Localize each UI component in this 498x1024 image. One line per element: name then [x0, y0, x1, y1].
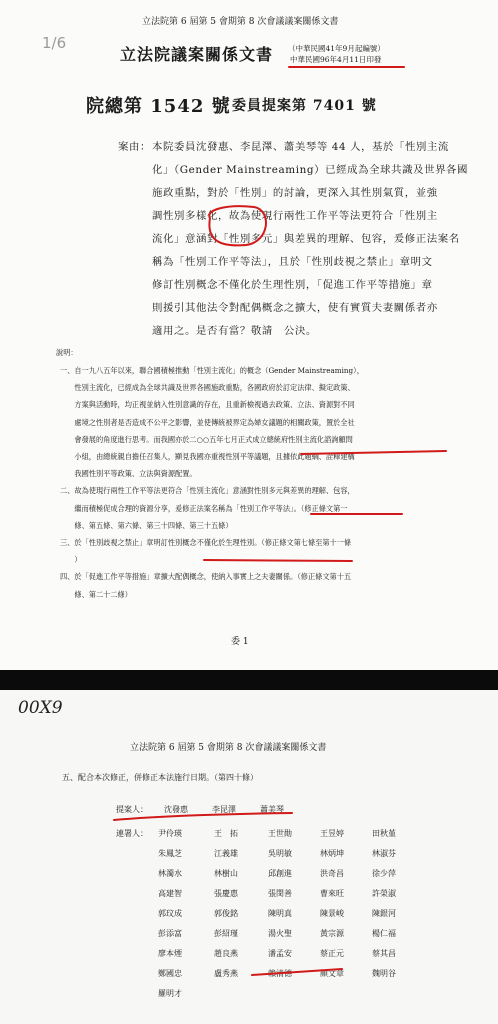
cosigner-name: 潘孟安 — [268, 949, 292, 958]
cause-line: 本院委員沈發惠、李昆澤、蕭美琴等 44 人，基於「性別主流 — [152, 141, 449, 153]
cause-line: 化」（Gender Mainstreaming）已經成為全球共識及世界各國 — [152, 164, 469, 176]
cosigner-name: 王 拓 — [214, 829, 238, 838]
proposers-label: 提案人： — [116, 805, 148, 814]
explanation-line: 方案與活動時，均正視並納入性別意識的存在，且重新檢視過去政策、立法、資源對不同 — [60, 400, 355, 410]
cosigner-name: 彭添富 — [158, 929, 182, 938]
cosigner-name: 楊仁福 — [372, 929, 396, 938]
cause-label: 案由： — [118, 141, 151, 153]
page-header: 立法院第 6 屆第 5 會期第 8 次會議議案關係文書 — [142, 17, 339, 27]
general-number: 院總第 1542 號 — [86, 96, 231, 117]
cosigner-name: 林淑芬 — [372, 849, 396, 858]
explanation-label: 說明： — [56, 348, 78, 357]
page-separator — [0, 670, 498, 690]
cause-line: 施政重點，對於「性別」的討論，更深入其性別氣質，並強 — [152, 187, 438, 199]
underline-proposers — [114, 813, 292, 820]
cosigner-name: 徐少萍 — [372, 869, 396, 878]
cosigner-name: 彭紹瑾 — [214, 929, 238, 938]
cosigner-name: 蔡正元 — [320, 949, 344, 958]
explanation-line: 性別主流化，已經成為全球共識及世界各國施政重點，各國政府於訂定法律、擬定政策、 — [60, 383, 355, 393]
numbering-note: （中華民國41年9月起編號） — [288, 44, 385, 53]
cosigner-name: 尹伶瑛 — [158, 829, 182, 838]
explanation-line: 四、於「促進工作平等措施」章擴大配偶概念，使納入事實上之夫妻關係。（修正條文第十五 — [60, 572, 352, 582]
explanation-line: 二、故為使現行兩性工作平等法更符合「性別主流化」意涵對性別多元與差異的理解、包容， — [60, 486, 355, 496]
cosigner-name: 魏明谷 — [372, 969, 396, 978]
red-annotations-page2 — [0, 690, 498, 1024]
circle-gender-diversity — [209, 206, 266, 245]
item-five: 五、配合本次修正，併修正本法施行日期。（第四十條） — [62, 773, 258, 782]
cosigner-name: 林樹山 — [214, 869, 238, 878]
explanation-line: 條、第五條、第六條、第三十四條、第三十五條） — [60, 520, 233, 530]
explanation-line: 處境之性別者是否造成不公平之影響，並使傳統被界定為婦女議題的相關政策，置於全社 — [60, 417, 355, 427]
cosigner-name: 蔡其昌 — [372, 949, 396, 958]
cosigner-name: 洪奇昌 — [320, 869, 344, 878]
cosigner-name: 湯火聖 — [268, 929, 292, 938]
cosigner-name: 顏文章 — [320, 969, 344, 978]
page-counter: 1/6 — [42, 34, 67, 52]
cosigner-name: 高建智 — [158, 889, 182, 898]
underline-gender-concept — [204, 560, 352, 561]
cosigner-name: 陳景峻 — [320, 909, 344, 918]
cosigner-name: 林炳坤 — [320, 849, 344, 858]
cosigner-name: 盧秀燕 — [214, 969, 238, 978]
cause-line: 流化」意涵對「性別多元」與差異的理解、包容，爰修正法案名 — [152, 233, 460, 245]
proposer-name: 李昆澤 — [212, 805, 236, 814]
explanation-line: 我國性別平等政策、立法與資源配置。 — [60, 469, 197, 479]
cosigner-name: 鄭國忠 — [158, 969, 182, 978]
handwritten-number: 00X9 — [18, 698, 63, 718]
underline-cosigner — [252, 969, 342, 975]
cosigner-name: 林濁水 — [158, 869, 182, 878]
cosigner-name: 邱創進 — [268, 869, 292, 878]
print-date: 中華民國96年4月11日印發 — [290, 55, 382, 64]
cosigner-name: 趙良燕 — [214, 949, 238, 958]
cosigner-name: 張慶惠 — [214, 889, 238, 898]
cosigner-name: 田秋堇 — [372, 829, 396, 838]
explanation-line: 小組，由總統親自擔任召集人，顯見我國亦重視性別平等議題，且據依此題綱、詮釋建構 — [60, 452, 355, 462]
cosigner-name: 郭玟成 — [158, 909, 182, 918]
explanation-line: ） — [60, 555, 82, 565]
document-page-2 — [0, 690, 498, 1024]
cosigner-name: 曹來旺 — [320, 889, 344, 898]
proposer-name: 沈發惠 — [164, 805, 188, 814]
cause-line: 調性別多樣化，故為使現行兩性工作平等法更符合「性別主 — [152, 210, 438, 222]
cause-line: 則援引其他法令對配偶概念之擴大，使有實質夫妻關係者亦 — [152, 302, 438, 314]
cosigner-name: 黃宗源 — [320, 929, 344, 938]
cosigner-name: 朱鳳芝 — [158, 849, 182, 858]
cosigner-name: 陳明真 — [268, 909, 292, 918]
explanation-line: 條、第二十二條） — [60, 589, 132, 599]
cosigner-name: 許榮淑 — [372, 889, 396, 898]
cause-line: 適用之。是否有當？敬請 公決。 — [152, 325, 317, 337]
cosigner-name: 張閔善 — [268, 889, 292, 898]
cause-line: 修訂性別概念不僅化於生理性別，「促進工作平等措施」章 — [152, 279, 433, 291]
explanation-line: 一、自一九八五年以來，聯合國積極推動「性別主流化」的概念（Gender Mainstreaming）， — [60, 366, 364, 375]
cosigner-name: 陳銀河 — [372, 909, 396, 918]
cause-line: 稱為「性別工作平等法」，且於「性別歧視之禁止」章明文 — [152, 256, 433, 268]
underline-advisory-group — [301, 451, 446, 454]
cosigner-name: 王世勛 — [268, 829, 292, 838]
cosigner-name: 吳明敏 — [268, 849, 292, 858]
cosigner-name: 廖本煙 — [158, 949, 182, 958]
cosigner-name: 賴清德 — [268, 969, 292, 978]
document-title: 立法院議案關係文書 — [120, 45, 274, 64]
cosigner-name: 羅明才 — [158, 989, 182, 998]
page2-header: 立法院第 6 屆第 5 會期第 8 次會議議案關係文書 — [130, 743, 327, 753]
page-footer: 委 1 — [231, 637, 249, 647]
proposal-number-text: 委員提案第 7401 號 — [232, 98, 377, 114]
cosigners-label: 連署人： — [116, 829, 148, 838]
explanation-line: 三、於「性別歧視之禁止」章明訂性別概念不僅化於生理性別。（修正條文第七條至第十一條 — [60, 538, 352, 548]
cosigner-name: 王昱婷 — [320, 829, 344, 838]
proposer-name: 蕭美琴 — [260, 805, 284, 814]
explanation-line: 會發展的角度進行思考。而我國亦於二○○五年七月正式成立總統府性別主流化諮詢顧問 — [60, 434, 353, 444]
explanation-line: 繼而積極促成合理的資源分享，爰修正法案名稱為「性別工作平等法」。（修正條文第一 — [60, 503, 348, 513]
cosigner-name: 郭俊銘 — [214, 909, 238, 918]
cosigner-name: 江義雄 — [214, 849, 238, 858]
